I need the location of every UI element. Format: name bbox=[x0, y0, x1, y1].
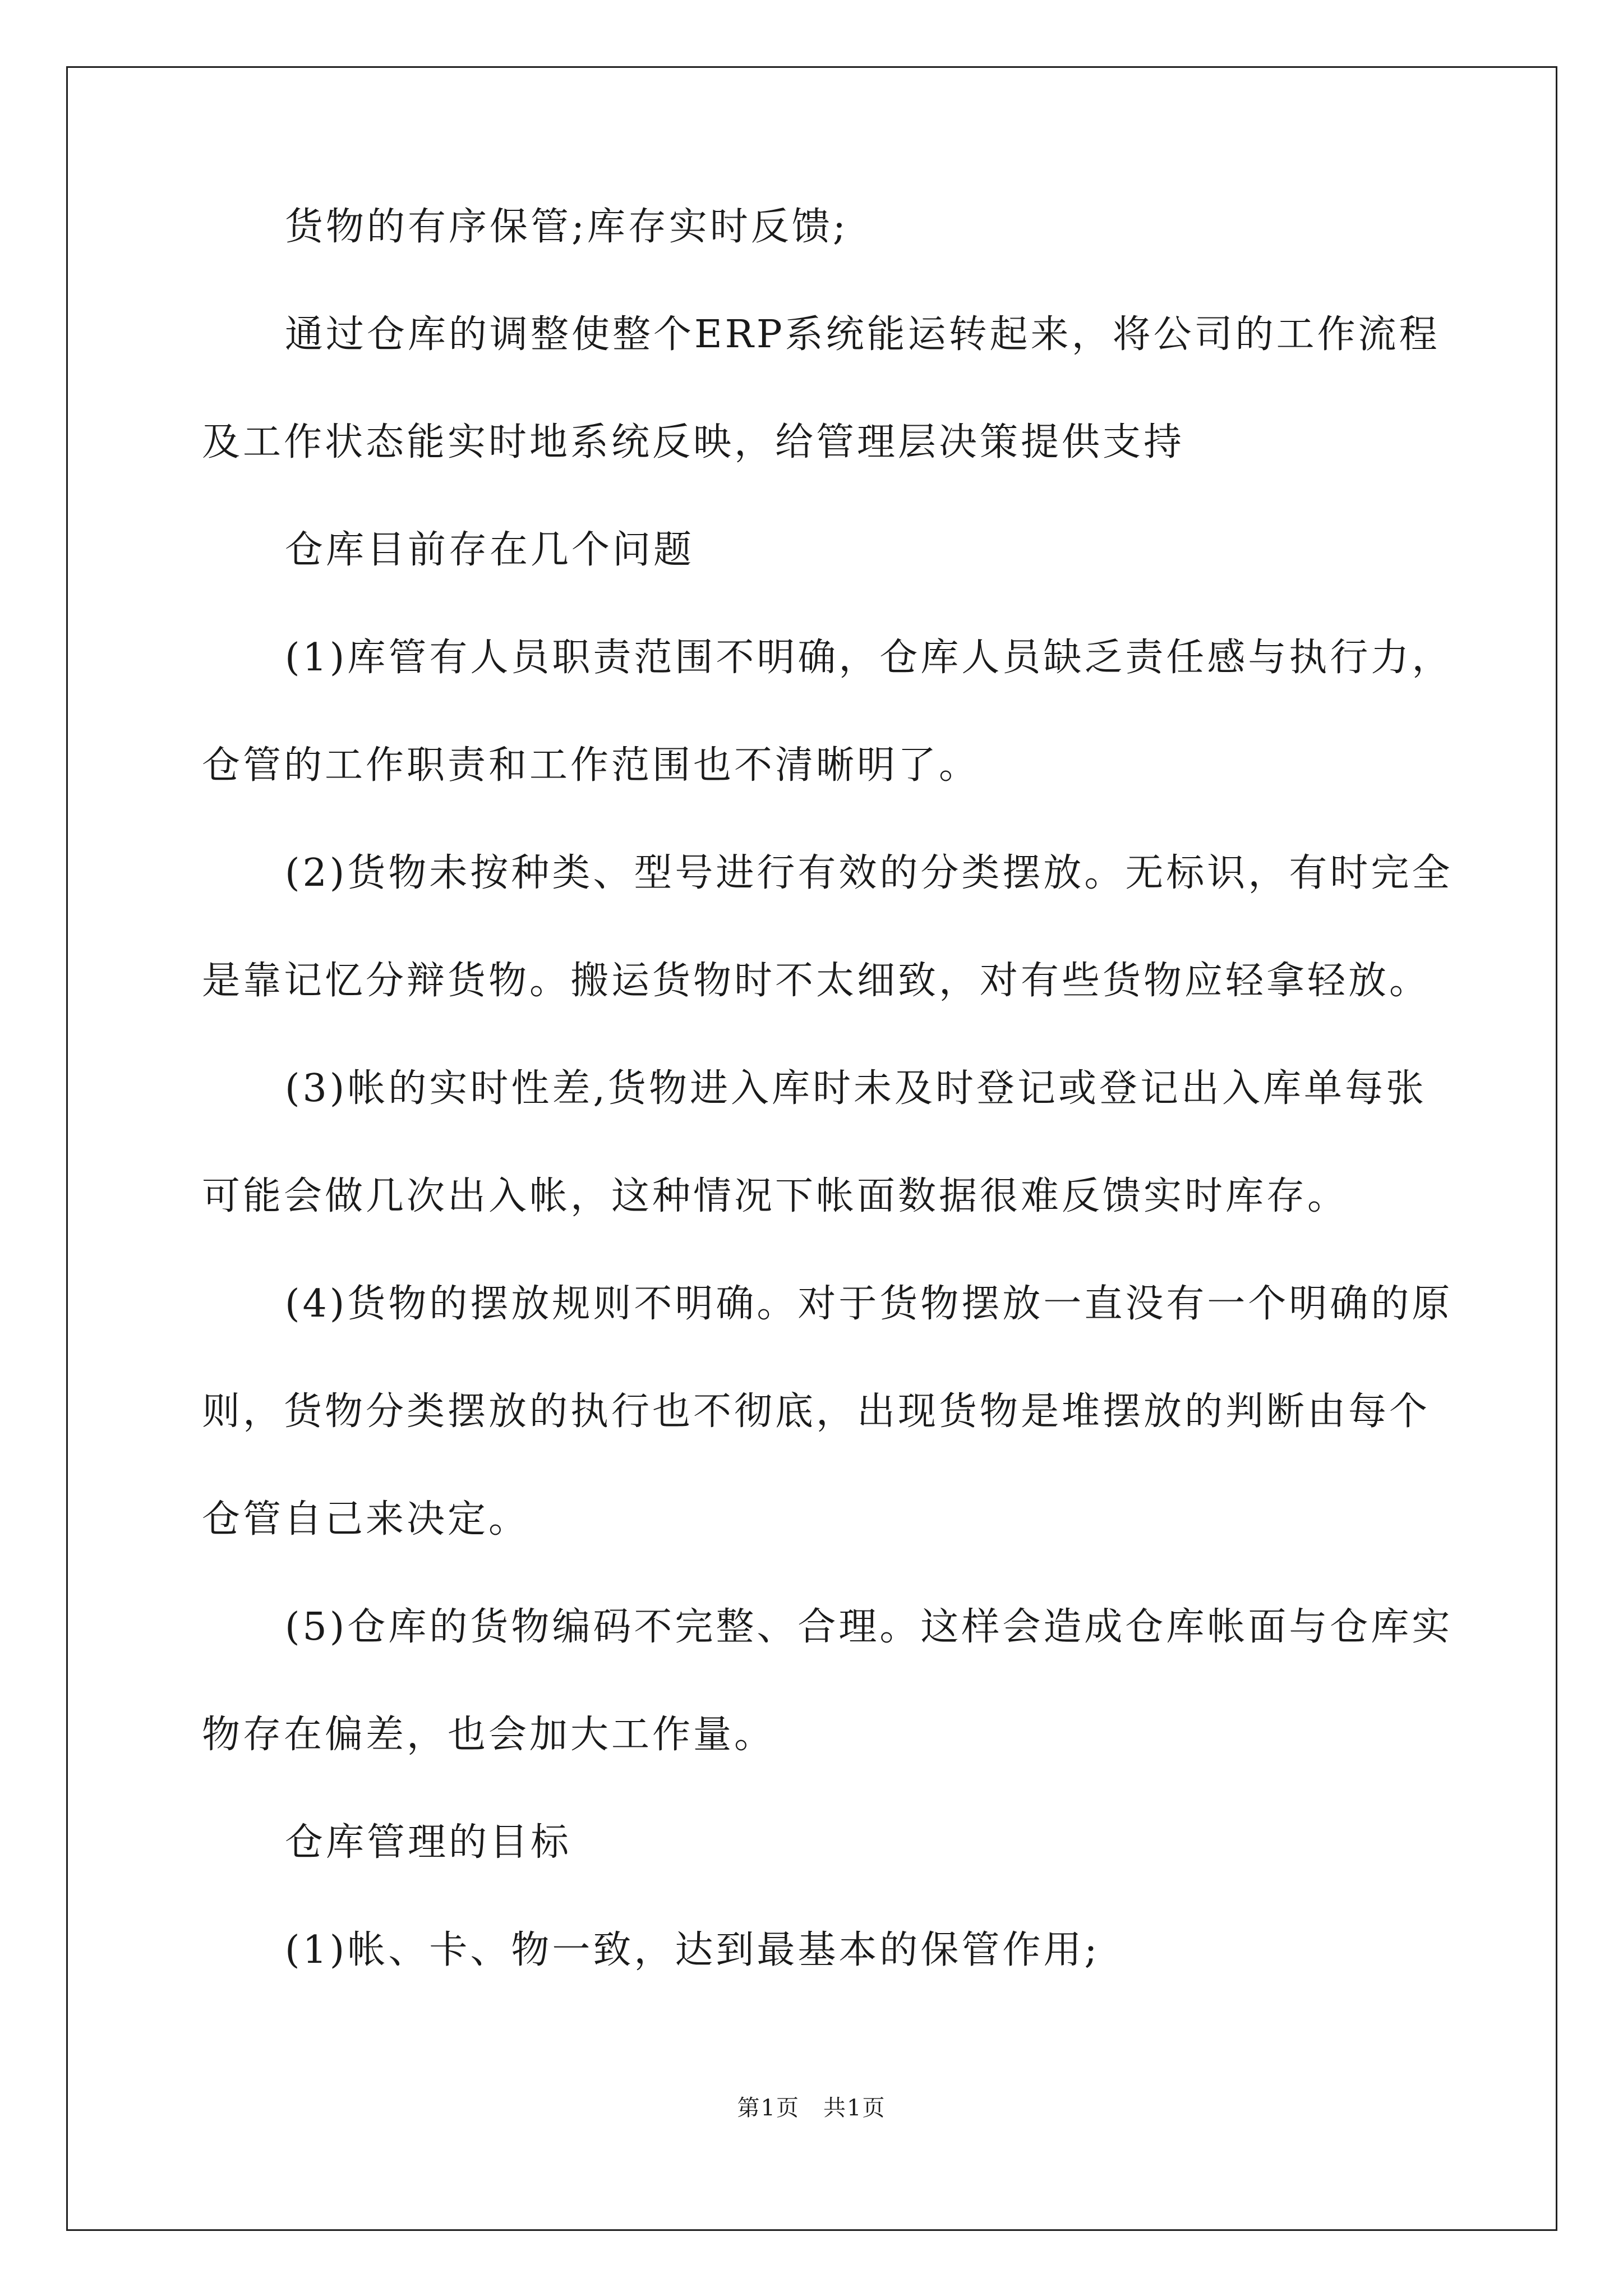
paragraph-line: 货物的有序保管;库存实时反馈; bbox=[285, 205, 849, 249]
paragraph-line: 是靠记忆分辩货物。搬运货物时不太细致，对有些货物应轻拿轻放。 bbox=[202, 959, 1431, 1003]
paragraph-line: (3)帐的实时性差,货物进入库时未及时登记或登记出入库单每张 bbox=[285, 1066, 1427, 1111]
paragraph-line: (1)库管有人员职责范围不明确，仓库人员缺乏责任感与执行力， bbox=[285, 636, 1453, 680]
paragraph-line: (2)货物未按种类、型号进行有效的分类摆放。无标识，有时完全 bbox=[285, 851, 1453, 895]
paragraph-line: 通过仓库的调整使整个ERP系统能运转起来，将公司的工作流程 bbox=[285, 312, 1440, 357]
paragraph-line: 物存在偏差，也会加大工作量。 bbox=[202, 1713, 776, 1757]
paragraph-line: (4)货物的摆放规则不明确。对于货物摆放一直没有一个明确的原 bbox=[285, 1282, 1453, 1326]
page-border bbox=[66, 66, 1557, 2231]
paragraph-line: 及工作状态能实时地系统反映，给管理层决策提供支持 bbox=[202, 420, 1185, 464]
page-number-footer: 第1页 共1页 bbox=[737, 2095, 886, 2121]
section-heading: 仓库管理的目标 bbox=[285, 1820, 572, 1865]
paragraph-line: (1)帐、卡、物一致，达到最基本的保管作用; bbox=[285, 1928, 1100, 1972]
section-heading: 仓库目前存在几个问题 bbox=[285, 528, 695, 572]
paragraph-line: 可能会做几次出入帐，这种情况下帐面数据很难反馈实时库存。 bbox=[202, 1174, 1349, 1218]
paragraph-line: 仓管的工作职责和工作范围也不清晰明了。 bbox=[202, 743, 980, 788]
paragraph-line: 则，货物分类摆放的执行也不彻底，出现货物是堆摆放的判断由每个 bbox=[202, 1389, 1431, 1434]
paragraph-line: (5)仓库的货物编码不完整、合理。这样会造成仓库帐面与仓库实 bbox=[285, 1605, 1453, 1649]
paragraph-line: 仓管自己来决定。 bbox=[202, 1497, 530, 1542]
